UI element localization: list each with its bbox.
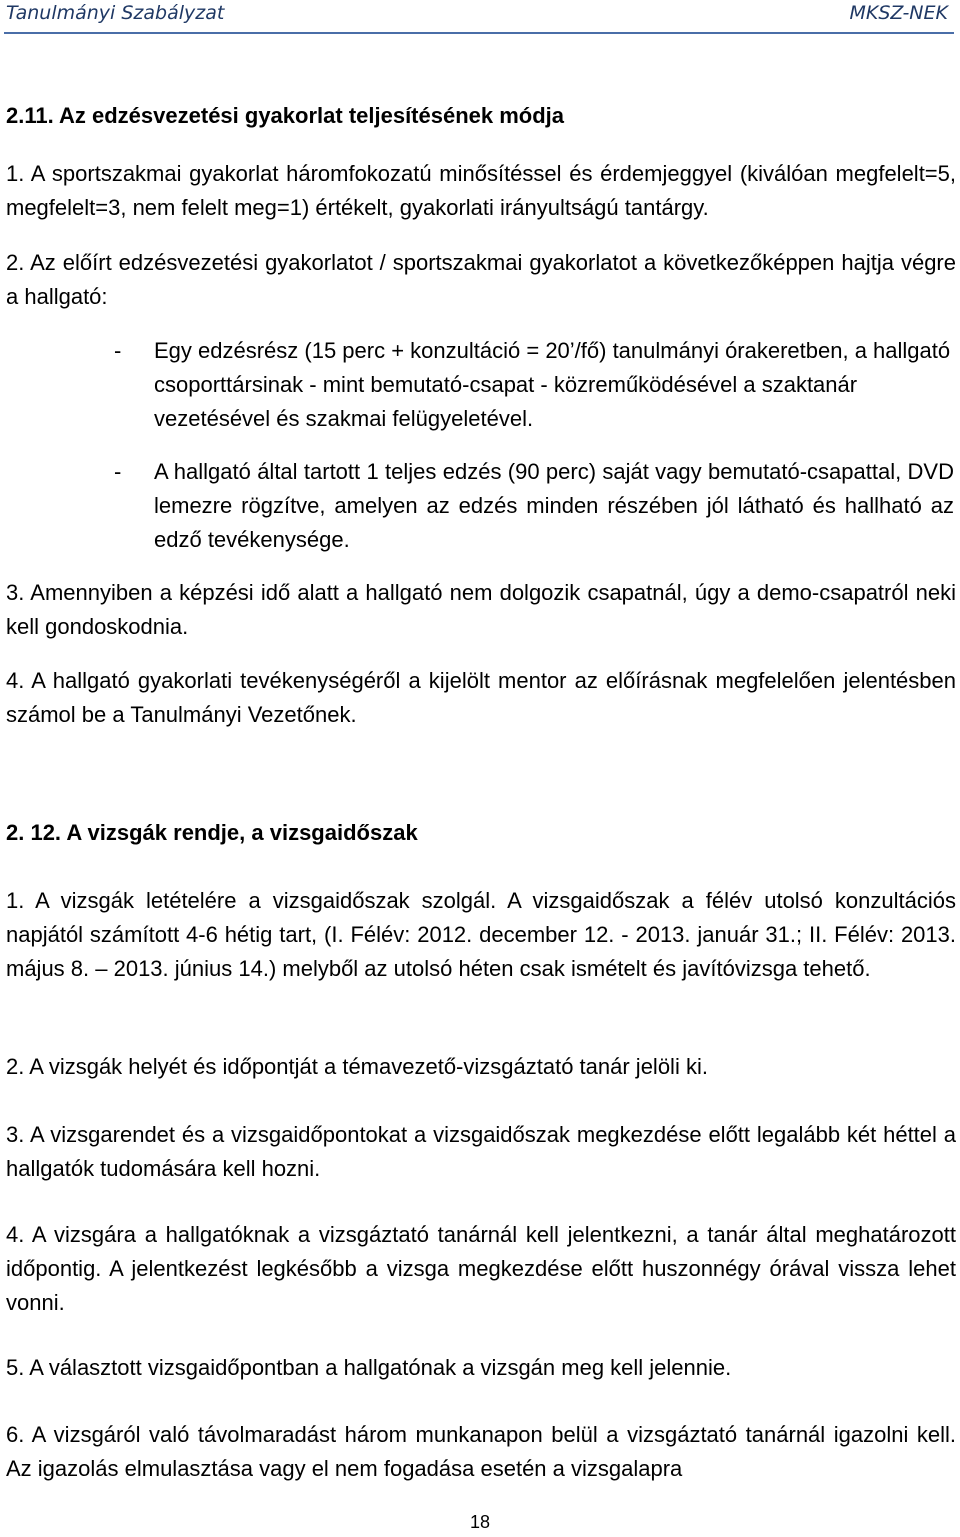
header-right-title: MKSZ-NEK: [849, 2, 948, 24]
header-divider: [4, 32, 954, 34]
bullet-dash: -: [114, 338, 122, 363]
paragraph-2-11-2: 2. Az előírt edzésvezetési gyakorlatot / sportszakmai gyakorlatot a következőképpen hajtja végre a hallgató:: [6, 250, 956, 309]
header-left-title: Tanulmányi Szabályzat: [6, 2, 225, 24]
paragraph-2-11-1: 1. A sportszakmai gyakorlat háromfokozatú minősítéssel és érdemjeggyel (kiválóan megfelelt=5, megfelelt=3, nem felelt meg=1) értékelt, gyakorlati irányultságú tantárgy.: [6, 161, 956, 220]
paragraph-2-12-5: 5. A választott vizsgaidőpontban a hallgatónak a vizsgán meg kell jelennie.: [6, 1355, 732, 1380]
section-heading-2-11: 2.11. Az edzésvezetési gyakorlat teljesítésének módja: [6, 103, 565, 128]
section-heading-2-12: 2. 12. A vizsgák rendje, a vizsgaidőszak: [6, 820, 418, 845]
paragraph-2-12-2: 2. A vizsgák helyét és időpontját a témavezető-vizsgáztató tanár jelöli ki.: [6, 1054, 708, 1079]
paragraph-2-12-3: 3. A vizsgarendet és a vizsgaidőpontokat a vizsgaidőszak megkezdése előtt legalább két héttel a hallgatók tudomására kell hozni.: [6, 1122, 956, 1181]
bullet-item-1: Egy edzésrész (15 perc + konzultáció = 20’/fő) tanulmányi órakeretben, a hallgató csoporttársinak - mint bemutató-csapat - közreműködésével a szaktanár vezetésével és szakmai felügyeletével.: [154, 338, 951, 431]
page-number: 18: [469, 1512, 491, 1532]
bullet-item-2: A hallgató által tartott 1 teljes edzés (90 perc) saját vagy bemutató-csapattal, DVD lemezre rögzítve, amelyen az edzés minden részében jól látható és hallható az edző tevékenysége.: [154, 459, 954, 552]
paragraph-2-11-4: 4. A hallgató gyakorlati tevékenységéről a kijelölt mentor az előírásnak megfelelően jelentésben számol be a Tanulmányi Vezetőnek.: [6, 668, 956, 727]
paragraph-2-12-4: 4. A vizsgára a hallgatóknak a vizsgáztató tanárnál kell jelentkezni, a tanár által meghatározott időpontig. A jelentkezést legkésőbb a vizsga megkezdése előtt huszonnégy órával vissza lehet vonni.: [6, 1222, 956, 1315]
paragraph-2-11-3: 3. Amennyiben a képzési idő alatt a hallgató nem dolgozik csapatnál, úgy a demo-csapatról neki kell gondoskodnia.: [6, 580, 956, 639]
bullet-dash: -: [114, 459, 122, 484]
paragraph-2-12-6: 6. A vizsgáról való távolmaradást három munkanapon belül a vizsgáztató tanárnál igazolni kell. Az igazolás elmulasztása vagy el nem fogadása esetén a vizsgalapra: [6, 1422, 956, 1481]
paragraph-2-12-1: 1. A vizsgák letételére a vizsgaidőszak szolgál. A vizsgaidőszak a félév utolsó konzultációs napjától számított 4-6 hétig tart, (I. Félév: 2012. december 12. - 2013. január 31.; II. Félév: 2013. május 8. – 2013. június 14.) melyből az utolsó héten csak ismételt és javítóvizsga tehető.: [6, 888, 956, 981]
